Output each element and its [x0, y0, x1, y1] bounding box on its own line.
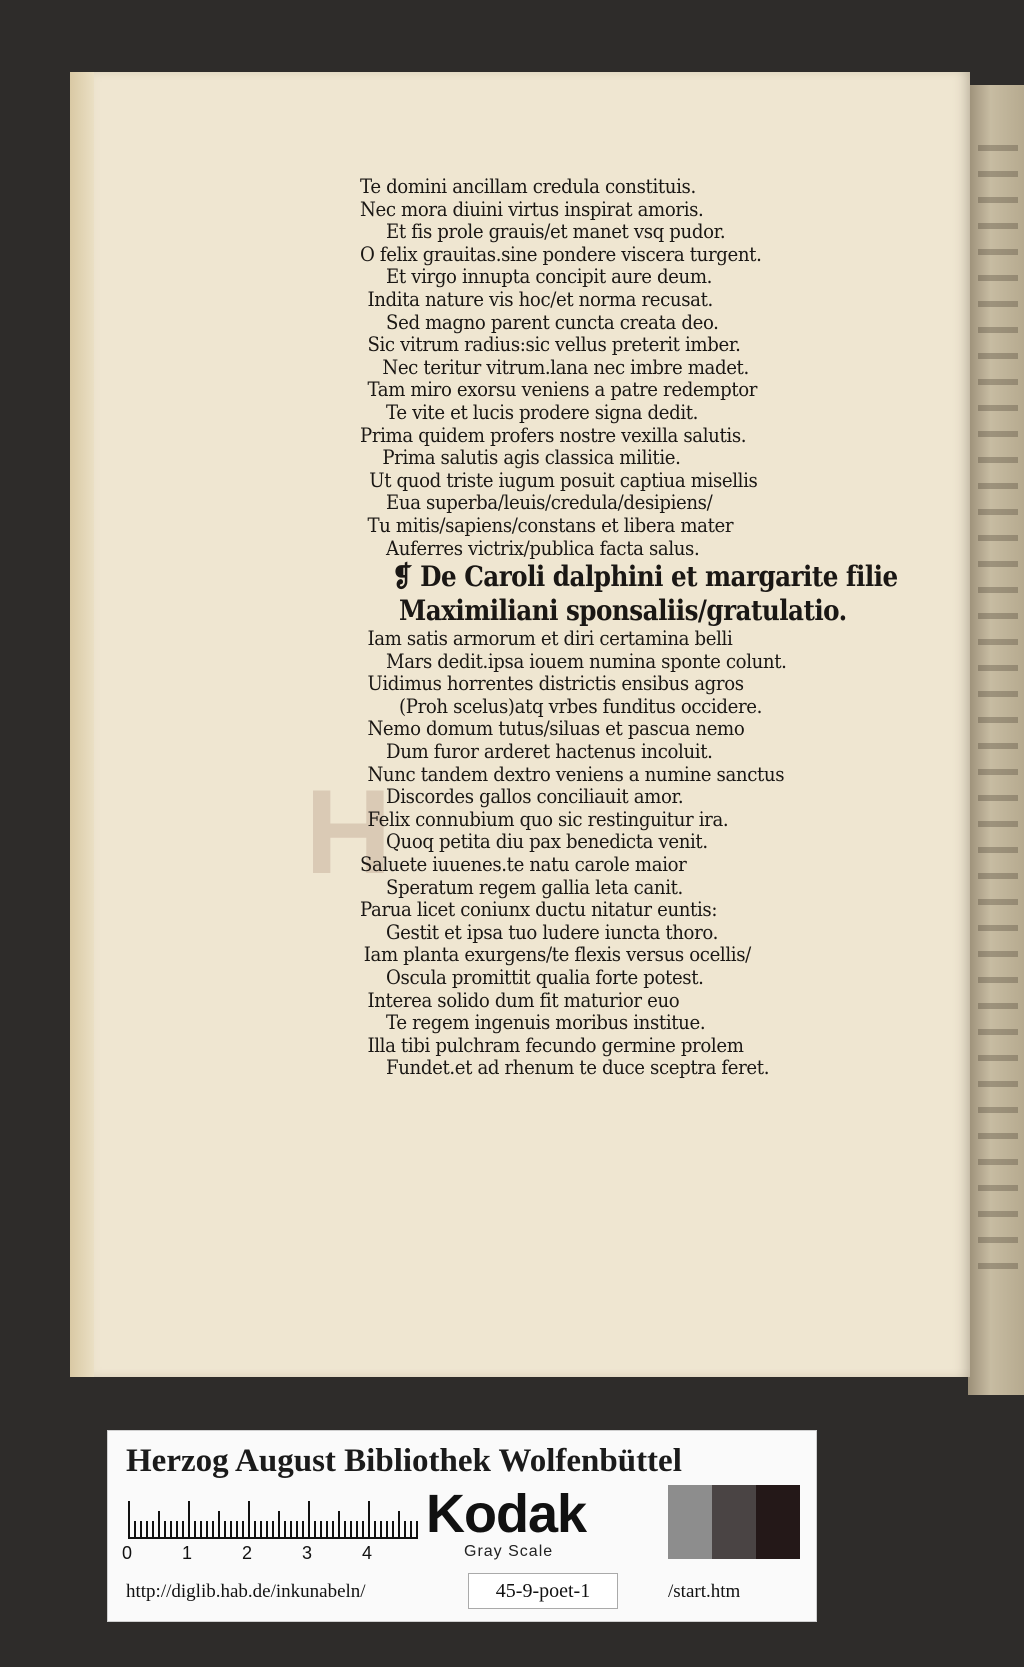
- ruler-tick: [176, 1521, 178, 1537]
- verse-line: Et virgo innupta concipit aure deum.: [386, 265, 713, 289]
- ruler-tick: [224, 1521, 226, 1537]
- url-prefix: http://diglib.hab.de/inkunabeln/: [126, 1581, 366, 1602]
- ruler-tick: [140, 1521, 142, 1537]
- ruler-tick: [266, 1521, 268, 1537]
- scan-reference-card: [107, 1430, 817, 1622]
- ruler-tick: [236, 1521, 238, 1537]
- verse-line: Auferres victrix/publica facta salus.: [386, 536, 700, 560]
- ruler-tick: [410, 1521, 412, 1537]
- verse-line: Oscula promittit qualia forte potest.: [386, 966, 704, 989]
- ruler-tick: [380, 1521, 382, 1537]
- ruler-tick: [332, 1521, 334, 1537]
- verse-line: Iam planta exurgens/te flexis versus ocellis/: [363, 943, 751, 967]
- verse-line: Prima salutis agis classica militie.: [382, 446, 681, 470]
- ruler-tick: [206, 1521, 208, 1537]
- ruler-tick: [134, 1521, 136, 1537]
- verse-line: Gestit et ipsa tuo ludere iuncta thoro.: [386, 920, 719, 944]
- verse-line: Dum furor arderet hactenus incoluit.: [386, 740, 713, 764]
- verse-line: Te regem ingenuis moribus institue.: [386, 1011, 706, 1035]
- verse-line: Te vite et lucis prodere signa dedit.: [386, 400, 699, 424]
- shelfmark-label: 45-9-poet-1: [468, 1573, 618, 1609]
- gray-swatch: [712, 1485, 756, 1559]
- ruler-tick: [152, 1521, 154, 1537]
- ruler-tick: [308, 1501, 310, 1537]
- ruler-tick: [326, 1521, 328, 1537]
- verse-line: Uidimus horrentes districtis ensibus agros: [367, 672, 744, 696]
- ruler-tick: [356, 1521, 358, 1537]
- ruler-tick: [254, 1521, 256, 1537]
- verse-line: Te domini ancillam credula constituis.: [360, 175, 696, 198]
- ruler-tick: [386, 1521, 388, 1537]
- library-watermark: H: [305, 765, 392, 899]
- ruler-tick: [218, 1511, 220, 1537]
- verse-line: Discordes gallos conciliauit amor.: [386, 785, 684, 809]
- ruler-tick: [230, 1521, 232, 1537]
- ruler-tick: [194, 1521, 196, 1537]
- ruler-tick: [398, 1511, 400, 1537]
- ruler-tick: [278, 1511, 280, 1537]
- section-heading: [392, 560, 920, 628]
- verse-line: Nemo domum tutus/siluas et pascua nemo: [367, 717, 745, 741]
- page-gutter: [70, 72, 94, 1377]
- ruler-numbers: [122, 1543, 422, 1569]
- verse-line: Prima quidem profers nostre vexilla salutis.: [360, 423, 747, 447]
- verse-line: (Proh scelus)atq vrbes funditus occidere.: [399, 694, 763, 718]
- ruler-tick: [212, 1521, 214, 1537]
- ruler-tick: [374, 1521, 376, 1537]
- ruler-tick: [182, 1521, 184, 1537]
- heading-line: Maximiliani sponsaliis/gratulatio.: [399, 594, 847, 628]
- verse-line: Sic vitrum radius:sic vellus preterit imber.: [367, 333, 741, 357]
- verse-line: Parua licet coniunx ductu nitatur euntis:: [360, 898, 718, 922]
- verse-line: Ut quod triste iugum posuit captiua misellis: [369, 468, 758, 492]
- verse-line: Mars dedit.ipsa iouem numina sponte colunt.: [386, 649, 787, 673]
- ruler-tick: [164, 1521, 166, 1537]
- verse-line: Et fis prole grauis/et manet vsq pudor.: [386, 220, 726, 244]
- verse-line: Tam miro exorsu veniens a patre redemptor: [367, 378, 758, 402]
- ruler-tick: [362, 1521, 364, 1537]
- verse-line: Iam satis armorum et diri certamina belli: [367, 627, 733, 651]
- ruler-tick: [404, 1521, 406, 1537]
- verse-line: Indita nature vis hoc/et norma recusat.: [367, 287, 713, 311]
- verse-line: Interea solido dum fit maturior euo: [367, 988, 680, 1012]
- ruler-tick: [200, 1521, 202, 1537]
- ruler-tick: [242, 1521, 244, 1537]
- gray-swatch: [668, 1485, 712, 1559]
- ruler-number: 1: [182, 1543, 193, 1563]
- ruler-tick: [338, 1511, 340, 1537]
- verse-line: Tu mitis/sapiens/constans et libera mater: [367, 513, 734, 537]
- verse-line: Sed magno parent cuncta creata deo.: [386, 310, 719, 334]
- verse-line: Saluete iuuenes.te natu carole maior: [360, 853, 687, 877]
- gray-scale-label: Gray Scale: [464, 1543, 554, 1560]
- ruler-tick: [284, 1521, 286, 1537]
- gray-swatch: [756, 1485, 800, 1559]
- ruler-tick: [128, 1501, 130, 1537]
- ruler-number: 0: [122, 1543, 133, 1563]
- gray-swatches: [668, 1485, 800, 1559]
- ruler-tick: [368, 1501, 370, 1537]
- ruler-tick: [320, 1521, 322, 1537]
- ruler-tick: [170, 1521, 172, 1537]
- library-name: Herzog August Bibliothek Wolfenbüttel: [126, 1443, 682, 1479]
- ruler-tick: [272, 1521, 274, 1537]
- ruler-tick: [302, 1521, 304, 1537]
- verse-line: Nunc tandem dextro veniens a numine sanctus: [367, 762, 785, 786]
- url-suffix: /start.htm: [668, 1581, 741, 1602]
- verse-line: Illa tibi pulchram fecundo germine prolem: [367, 1033, 744, 1057]
- ruler-tick: [392, 1521, 394, 1537]
- printed-text: [360, 176, 920, 1080]
- ruler-tick: [344, 1521, 346, 1537]
- verse-block-bottom: [360, 628, 920, 1080]
- verse-line: Nec mora diuini virtus inspirat amoris.: [360, 197, 704, 221]
- measurement-ruler: [128, 1499, 418, 1539]
- ruler-number: 4: [362, 1543, 373, 1563]
- ruler-tick: [350, 1521, 352, 1537]
- verse-line: Quoq petita diu pax benedicta venit.: [386, 830, 708, 854]
- ruler-number: 3: [302, 1543, 313, 1563]
- ruler-tick: [314, 1521, 316, 1537]
- verse-line: Nec teritur vitrum.lana nec imbre madet.: [382, 355, 749, 379]
- verse-line: Speratum regem gallia leta canit.: [386, 875, 683, 899]
- ruler-tick: [416, 1521, 418, 1537]
- heading-line: ❡ De Caroli dalphini et margarite filie: [392, 560, 898, 594]
- verse-line: Eua superba/leuis/credula/desipiens/: [386, 491, 713, 515]
- verse-line: Felix connubium quo sic restinguitur ira.: [367, 807, 729, 831]
- kodak-logo: Kodak: [426, 1484, 587, 1544]
- ruler-tick: [296, 1521, 298, 1537]
- ruler-tick: [260, 1521, 262, 1537]
- ruler-number: 2: [242, 1543, 253, 1563]
- kodak-gray-scale: [426, 1485, 658, 1569]
- ruler-tick: [248, 1501, 250, 1537]
- verse-line: Fundet.et ad rhenum te duce sceptra feret.: [386, 1056, 770, 1080]
- ruler-tick: [290, 1521, 292, 1537]
- ruler-tick: [188, 1501, 190, 1537]
- ruler-tick: [158, 1511, 160, 1537]
- verse-block-top: [360, 176, 920, 560]
- ruler-tick: [146, 1521, 148, 1537]
- verse-line: O felix grauitas.sine pondere viscera turgent.: [360, 242, 762, 266]
- next-page-edge: [968, 85, 1024, 1395]
